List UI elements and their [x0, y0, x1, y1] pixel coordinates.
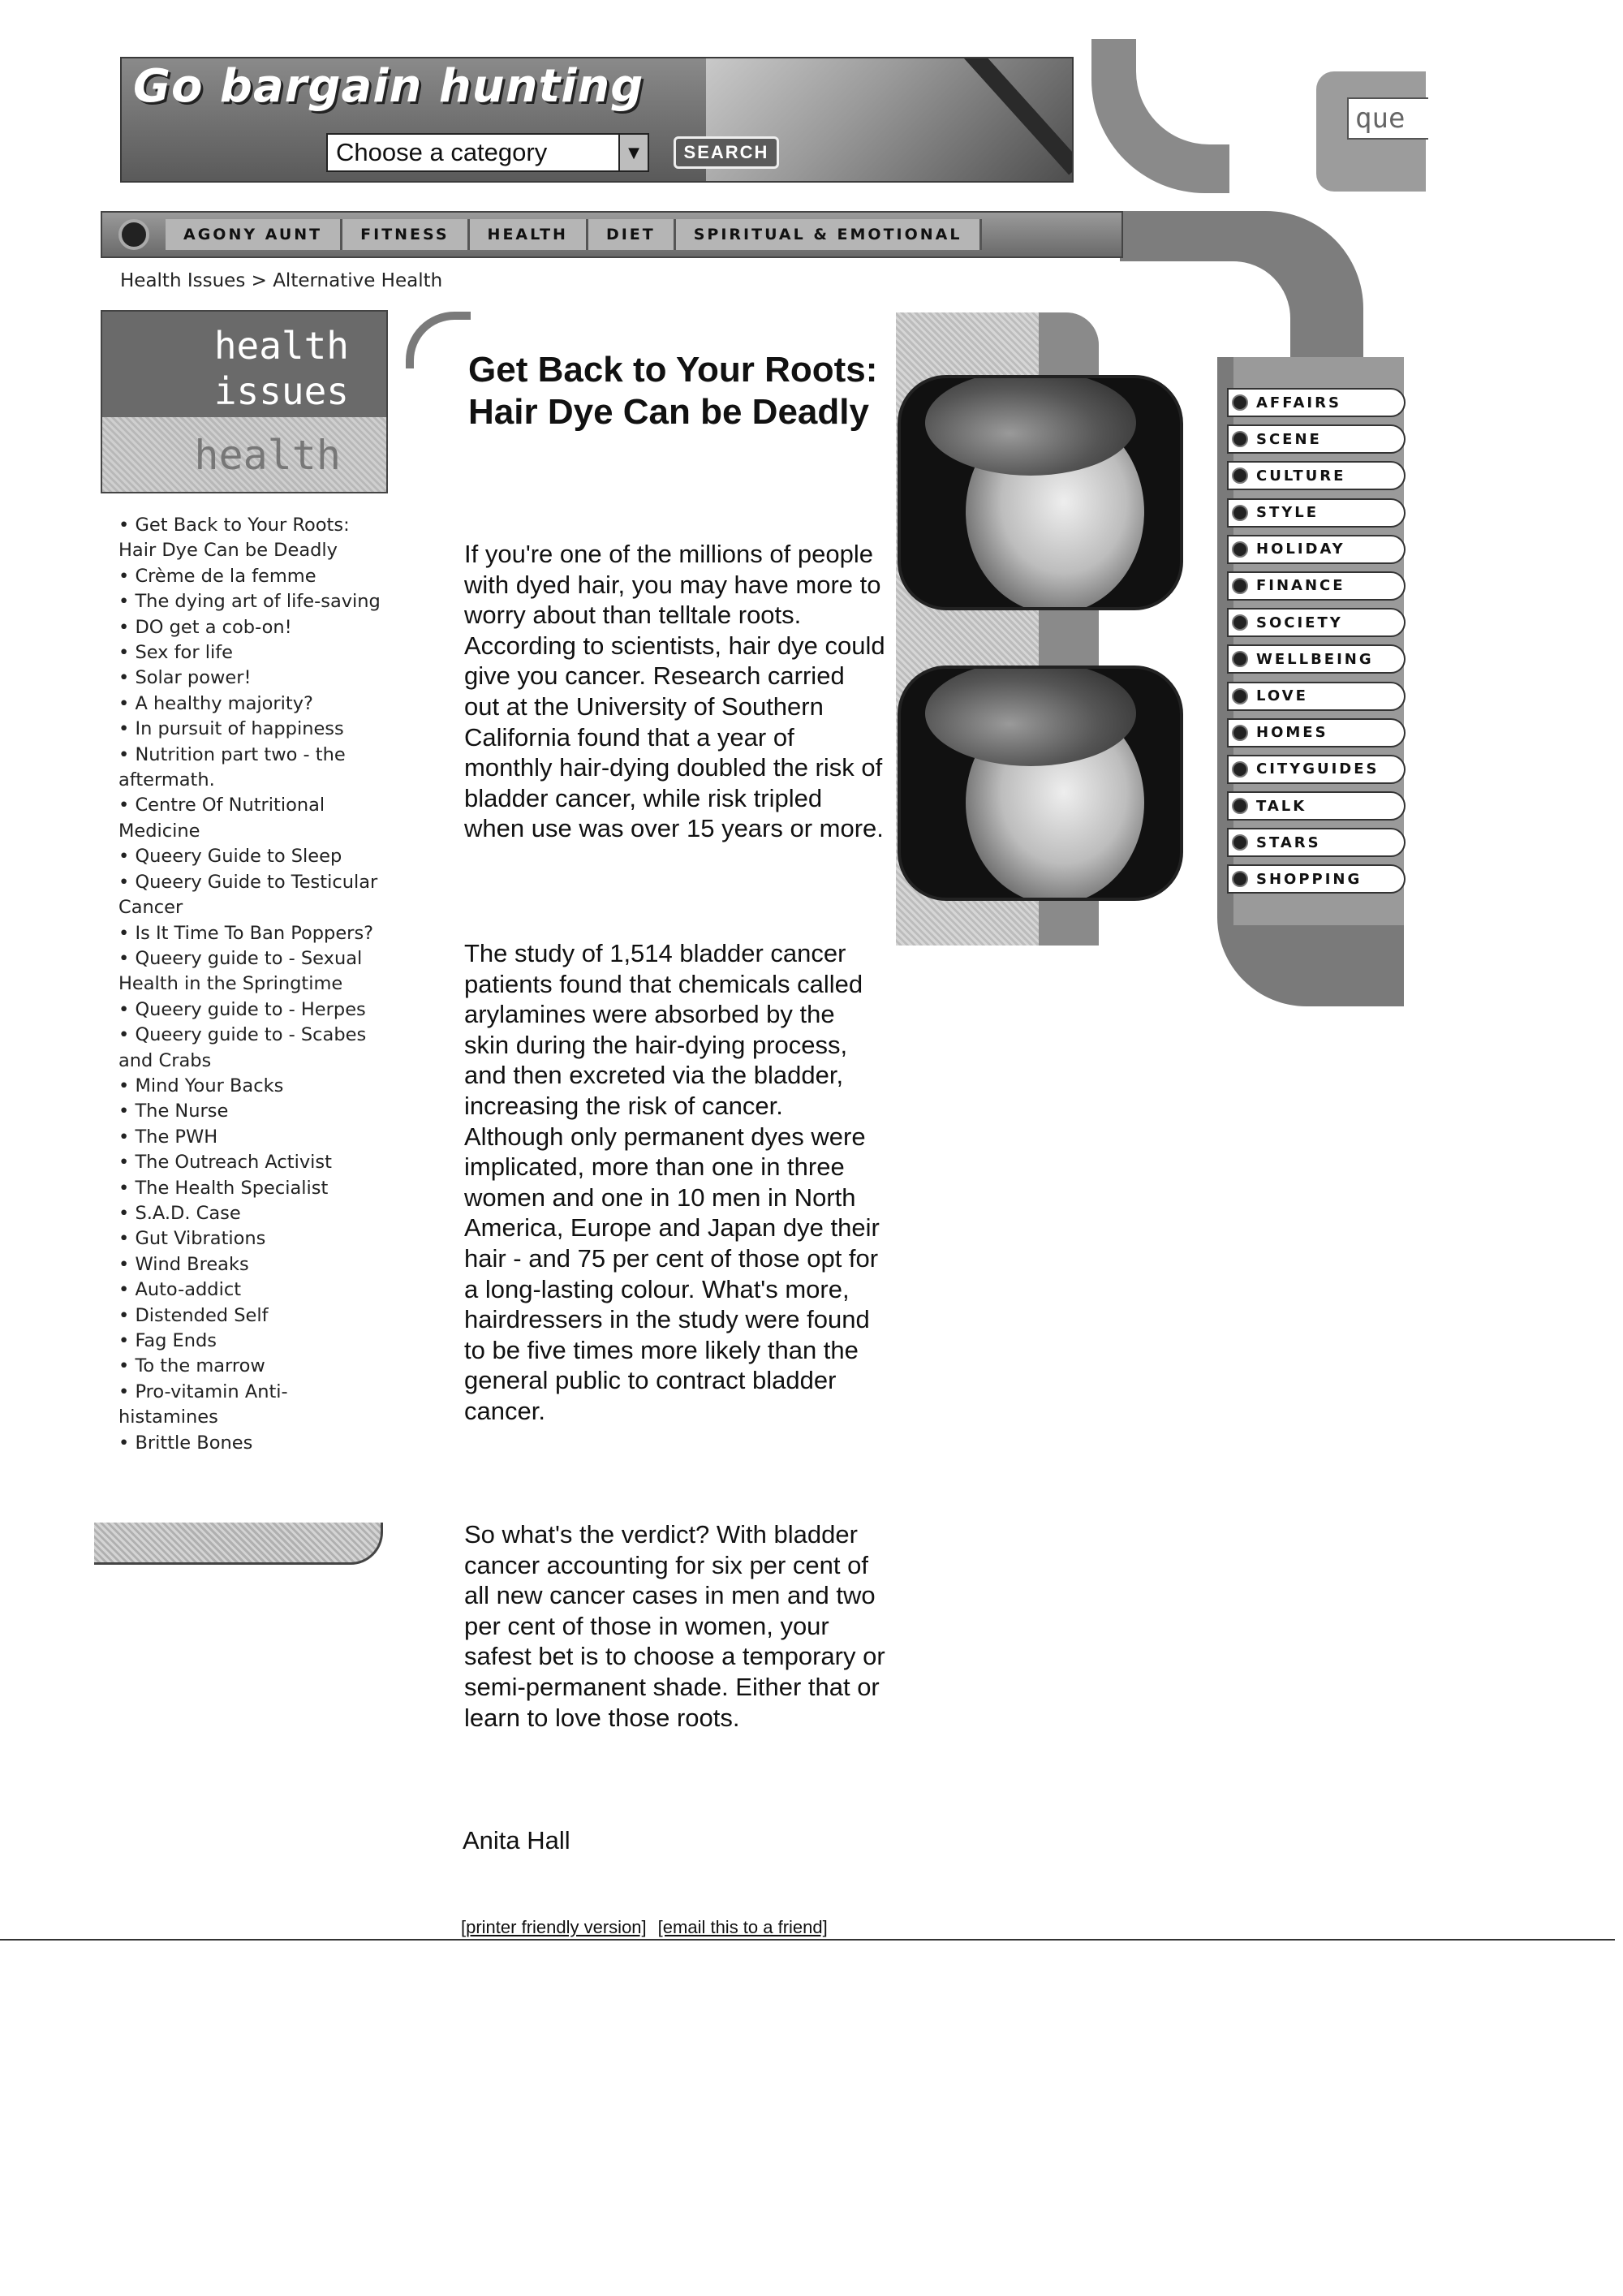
channel-menu [1227, 388, 1406, 902]
menu-item-label: HOMES [1256, 724, 1328, 742]
search-button[interactable]: SEARCH [674, 136, 779, 169]
article-list [118, 513, 386, 1456]
article-link[interactable]: • The PWH [118, 1125, 386, 1150]
bullet-icon [1232, 798, 1248, 814]
bargain-banner [120, 57, 1074, 183]
article-link[interactable]: • Auto-addict [118, 1277, 386, 1303]
article-link[interactable]: • Queery Guide to Sleep [118, 844, 386, 869]
article-link[interactable]: • Is It Time To Ban Poppers? [118, 921, 386, 946]
menu-item-label: SHOPPING [1256, 870, 1363, 888]
article-link[interactable]: • The Health Specialist [118, 1176, 386, 1201]
menu-item-society[interactable] [1227, 608, 1406, 637]
menu-item-label: LOVE [1256, 687, 1308, 704]
article-link[interactable]: • Fag Ends [118, 1329, 386, 1354]
article-link[interactable]: • Queery Guide to Testicular Cancer [118, 870, 386, 921]
article-link[interactable]: • Nutrition part two - the aftermath. [118, 743, 386, 794]
bullet-icon [1232, 467, 1248, 484]
article-link[interactable]: • Queery guide to - Herpes [118, 997, 386, 1023]
article-link[interactable]: • Queery guide to - Sexual Health in the Springtime [118, 946, 386, 997]
bullet-icon [1232, 761, 1248, 778]
menu-item-affairs[interactable] [1227, 388, 1406, 417]
article-link[interactable]: • A healthy majority? [118, 691, 386, 717]
article-link[interactable]: • Solar power! [118, 666, 386, 691]
menu-item-style[interactable] [1227, 498, 1406, 528]
article-paragraph: The study of 1,514 bladder cancer patients found that chemicals called arylamines were absorbed by the skin during the hair-dying process, and then excreted via the bladder, increasing the risk of cancer. Although only permanent dyes were implicated, more than one in three women and one in 10 men in North America, Europe and Japan dye their hair - and 75 per cent of those opt for a long-lasting colour. What's more, hairdressers in the study were found to be five times more likely than the general public to contract bladder cancer. [464, 939, 880, 1425]
article-link[interactable]: • Distended Self [118, 1303, 386, 1329]
menu-item-label: CITYGUIDES [1256, 760, 1380, 778]
article-link[interactable]: • To the marrow [118, 1354, 386, 1379]
menu-item-scene[interactable] [1227, 424, 1406, 454]
site-logo-text: que [1347, 97, 1428, 140]
email-friend-link[interactable]: [email this to a friend] [657, 1917, 828, 1937]
chevron-down-icon[interactable]: ▼ [618, 135, 648, 170]
menu-item-label: STYLE [1256, 504, 1319, 522]
nav-bullet-icon [118, 219, 149, 250]
menu-item-talk[interactable] [1227, 791, 1406, 821]
article-link[interactable]: • Gut Vibrations [118, 1226, 386, 1251]
health-issues-title [214, 323, 349, 414]
menu-item-cityguides[interactable] [1227, 755, 1406, 784]
bullet-icon [1232, 651, 1248, 667]
printer-friendly-link[interactable]: [printer friendly version] [461, 1917, 647, 1937]
bullet-icon [1232, 578, 1248, 594]
article-link[interactable]: • Pro-vitamin Anti-histamines [118, 1380, 386, 1431]
panel-corner-curve [406, 312, 471, 368]
bullet-icon [1232, 614, 1248, 631]
menu-item-label: FINANCE [1256, 577, 1345, 595]
article-photo [898, 666, 1183, 901]
banner-title: Go bargain hunting [133, 60, 644, 113]
photo-hair [925, 666, 1136, 766]
category-select-value: Choose a category [336, 138, 548, 166]
menu-item-love[interactable] [1227, 682, 1406, 711]
article-footer-links [461, 1917, 828, 1938]
nav-tab-agony-aunt[interactable]: AGONY AUNT [166, 219, 342, 250]
category-select[interactable] [326, 133, 649, 172]
bullet-icon [1232, 505, 1248, 521]
article-link[interactable]: • Wind Breaks [118, 1252, 386, 1277]
bullet-icon [1232, 541, 1248, 558]
divider [0, 1939, 1615, 1941]
menu-item-shopping[interactable] [1227, 864, 1406, 894]
article-link[interactable]: • Get Back to Your Roots: Hair Dye Can be Deadly [118, 513, 386, 564]
article-link[interactable]: • Crème de la femme [118, 564, 386, 589]
section-nav [101, 211, 1123, 258]
menu-item-wellbeing[interactable] [1227, 644, 1406, 674]
article-link[interactable]: • S.A.D. Case [118, 1201, 386, 1226]
menu-item-label: SCENE [1256, 430, 1322, 448]
menu-item-stars[interactable] [1227, 828, 1406, 857]
photo-hair [925, 375, 1136, 476]
article-link[interactable]: • DO get a cob-on! [118, 615, 386, 640]
nav-tab-health[interactable]: HEALTH [470, 219, 588, 250]
article-photo [898, 375, 1183, 610]
panel-footer-graphic [94, 1523, 383, 1565]
menu-item-label: SOCIETY [1256, 614, 1343, 631]
menu-item-homes[interactable] [1227, 718, 1406, 747]
nav-tab-spiritual-emotional[interactable]: SPIRITUAL & EMOTIONAL [676, 219, 983, 250]
bullet-icon [1232, 688, 1248, 704]
menu-item-holiday[interactable] [1227, 535, 1406, 564]
article-link[interactable]: • Mind Your Backs [118, 1074, 386, 1099]
menu-item-culture[interactable] [1227, 461, 1406, 490]
health-subtitle: health [194, 432, 341, 479]
menu-item-label: AFFAIRS [1256, 394, 1341, 411]
bullet-icon [1232, 725, 1248, 741]
title-line-2: issues [213, 369, 349, 413]
bullet-icon [1232, 431, 1248, 447]
title-line-1: health [213, 324, 349, 368]
article-link[interactable]: • Queery guide to - Scabes and Crabs [118, 1023, 386, 1074]
article-paragraph: So what's the verdict? With bladder cancer accounting for six per cent of all new cancer cases in men and two per cent of those in women, your safest bet is to choose a temporary or semi-permanent shade. Either that or learn to love those roots. [464, 1520, 885, 1732]
article-link[interactable]: • The Nurse [118, 1099, 386, 1124]
nav-tab-fitness[interactable]: FITNESS [342, 219, 469, 250]
nav-tab-diet[interactable]: DIET [588, 219, 676, 250]
article-link[interactable]: • The dying art of life-saving [118, 589, 386, 614]
article-link[interactable]: • In pursuit of happiness [118, 717, 386, 742]
menu-item-label: STARS [1256, 834, 1321, 851]
menu-item-label: TALK [1256, 797, 1307, 815]
bullet-icon [1232, 871, 1248, 887]
bullet-icon [1232, 394, 1248, 411]
menu-item-label: HOLIDAY [1256, 541, 1345, 558]
menu-item-finance[interactable] [1227, 571, 1406, 601]
bullet-icon [1232, 834, 1248, 851]
article-link[interactable]: • Centre Of Nutritional Medicine [118, 793, 386, 844]
breadcrumb[interactable]: Health Issues > Alternative Health [120, 270, 443, 291]
health-issues-header [101, 310, 388, 493]
article-link[interactable]: • Brittle Bones [118, 1431, 386, 1456]
menu-item-label: CULTURE [1256, 467, 1346, 485]
menu-item-label: WELLBEING [1256, 650, 1374, 668]
article-author: Anita Hall [463, 1826, 570, 1854]
article-title: Get Back to Your Roots: Hair Dye Can be Deadly [468, 350, 878, 432]
article-link[interactable]: • Sex for life [118, 640, 386, 666]
article-link[interactable]: • The Outreach Activist [118, 1150, 386, 1175]
article-paragraph: If you're one of the millions of people with dyed hair, you may have more to worry about than telltale roots. According to scientists, hair dye could give you cancer. Research carried out at the University of Southern California found that a year of monthly hair-dying doubled the risk of bladder cancer, while risk tripled when use was over 15 years or more. [464, 540, 885, 843]
